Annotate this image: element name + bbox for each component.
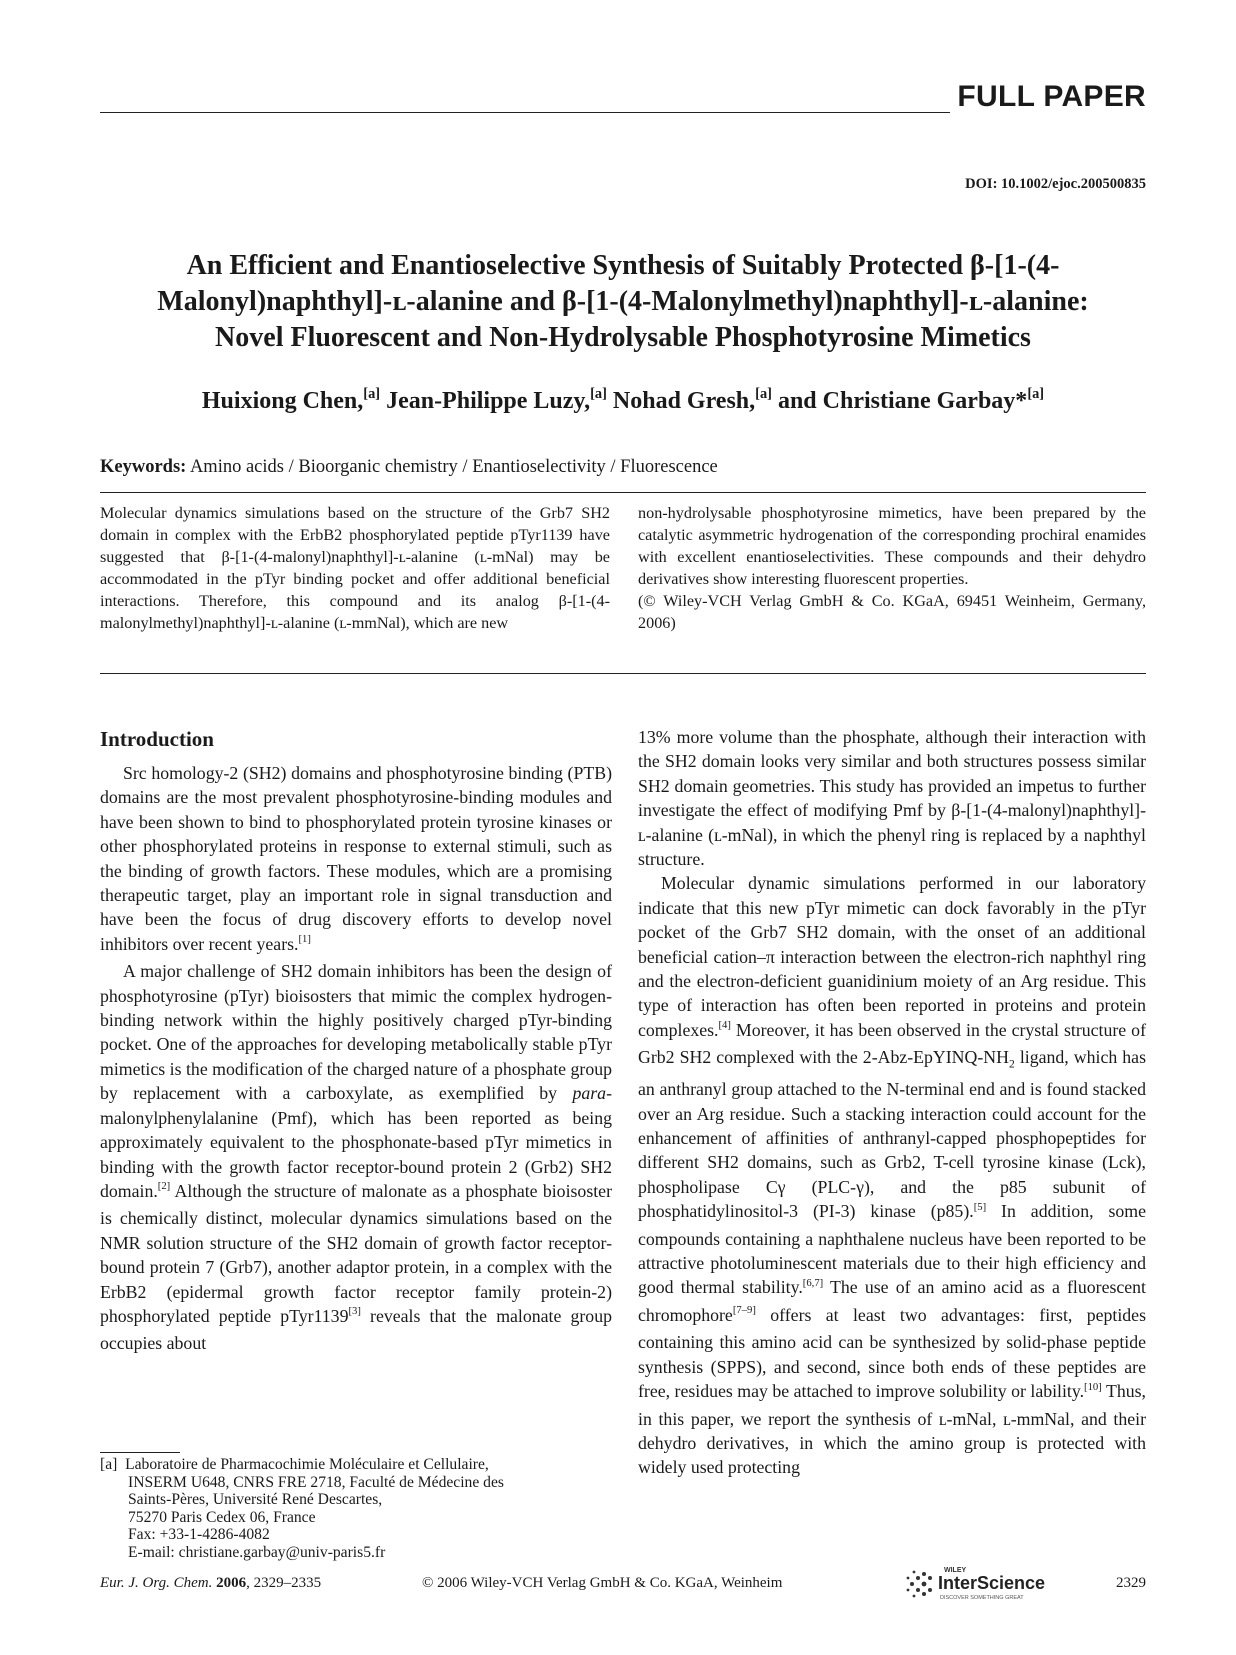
author-4: and Christiane Garbay*: [777, 388, 1028, 414]
doi[interactable]: DOI: 10.1002/ejoc.200500835: [965, 176, 1146, 192]
body-column-right: [638, 725, 1146, 1480]
keywords-label: Keywords:: [100, 457, 187, 477]
section-heading: Introduction: [100, 727, 214, 751]
citation[interactable]: [3]: [348, 1305, 361, 1318]
paragraph: Src homology-2 (SH2) domains and phosphotyrosine binding (PTB) domains are the most prevalent phosphotyrosine-binding modules and have been shown to bind to phosphorylated protein tyrosine kinases or other phosphorylated proteins in response to external stimuli, such as the binding of growth factors. These modules, which are a promising therapeutic target, play an important role in signal transduction and have been the focus of drug discovery efforts to develop novel inhibitors over recent years.[1]: [100, 763, 612, 954]
title-line-2: Malonyl)naphthyl]-ʟ-alanine and β-[1-(4-Malonylmethyl)naphthyl]-ʟ-alanine:: [157, 286, 1089, 317]
section-label: FULL PAPER: [957, 80, 1146, 113]
article-title: [100, 248, 1146, 356]
interscience-logo-graphic: [900, 1562, 1070, 1604]
author-list: [100, 385, 1146, 415]
citation[interactable]: [10]: [1084, 1380, 1102, 1393]
citation[interactable]: [2]: [157, 1180, 171, 1193]
abstract-text: non-hydrolysable phosphotyrosine mimetics, have been prepared by the catalytic asymmetric hydrogenation of the corresponding prochiral enamides with excellent enantioselectivities. These compounds and their dehydro derivatives show interesting fluorescent properties.: [638, 504, 1146, 588]
interscience-logo[interactable]: [900, 1562, 1070, 1604]
paragraph: A major challenge of SH2 domain inhibitors has been the design of phosphotyrosine (pTyr) bioisosters that mimic the complex hydrogen-binding network within the highly positively charged pTyr-binding pocket. One of the approaches for developing metabolically stable pTyr mimetics is the modification of the charged nature of a phosphate group by replacement with a carboxylate, as exemplified by para-malonylphenylalanine (Pmf), which has been reported as being approximately equivalent to the phosphonate-based pTyr mimetics in binding with the growth factor receptor-bound protein 2 (Grb2) SH2 domain.[2] Although the structure of malonate as a phosphate bioisoster is chemically distinct, molecular dynamics simulations based on the NMR solution structure of the SH2 domain of growth factor receptor-bound protein 7 (Grb7), another adaptor protein, in a complex with the ErbB2 (epidermal growth factor receptor family protein-2) phosphorylated peptide pTyr1139[3] reveals that the malonate group occupies about: [100, 961, 612, 1354]
citation[interactable]: [6,7]: [802, 1277, 824, 1290]
author-1: Huixiong Chen,: [201, 388, 364, 414]
keywords-text: Amino acids / Bioorganic chemistry / Enantioselectivity / Fluorescence: [189, 457, 718, 477]
paragraph: 13% more volume than the phosphate, although their interaction with the SH2 domain looks very similar and both structures possess similar SH2 domain geometries. This study has provided an impetus to further investigate the effect of modifying Pmf by β-[1-(4-malonyl)naphthyl]-ʟ-alanine (ʟ-mNal), in which the phenyl ring is replaced by a naphthyl structure.: [638, 727, 1146, 870]
header-rule: [100, 112, 950, 113]
title-line-1: An Efficient and Enantioselective Synthesis of Suitably Protected β-[1-(4-: [186, 250, 1060, 281]
journal-citation: Eur. J. Org. Chem. 2006, 2329–2335: [100, 1575, 322, 1591]
svg-text:DISCOVER SOMETHING GREAT: DISCOVER SOMETHING GREAT: [940, 1595, 1024, 1601]
email-link[interactable]: E-mail: christiane.garbay@univ-paris5.fr: [128, 1543, 386, 1561]
body-column-left: [100, 761, 612, 1356]
abstract-column-1: Molecular dynamics simulations based on the structure of the Grb7 SH2 domain in complex with the ErbB2 phosphorylated peptide pTyr1139 have suggested that β-[1-(4-malonyl)naphthyl]-ʟ-alanine (ʟ-mNal) may be accommodated in the pTyr binding pocket and offer additional beneficial interactions. Therefore, this compound and its analog β-[1-(4-malonylmethyl)naphthyl]-ʟ-alanine (ʟ-mmNal), which are new: [100, 504, 610, 632]
paragraph: Molecular dynamic simulations performed in our laboratory indicate that this new pTyr mimetic can dock favorably in the pTyr pocket of the Grb7 SH2 domain, with the onset of an additional beneficial cation–π interaction between the electron-rich naphthyl ring and the electron-deficient guanidinium moiety of an Arg residue. This type of interaction has often been reported in proteins and protein complexes.[4] Moreover, it has been observed in the crystal structure of Grb2 SH2 complexed with the $2-Abz-EpYINQ-NH_2$ ligand, which has an anthranyl group attached to the N-terminal end and is found stacked over an Arg residue. Such a stacking interaction could account for the enhancement of affinities of anthranyl-capped phosphopeptides for different SH2 domains, such as Grb2, T-cell tyrosine kinase (Lck), phospholipase Cγ (PLC-γ), and the p85 subunit of phosphatidylinositol-3 (PI-3) kinase (p85).[5] In addition, some compounds containing a naphthalene nucleus have been reported to be attractive photoluminescent materials due to their high efficiency and good thermal stability.[6,7] The use of an amino acid as a fluorescent chromophore[7–9] offers at least two advantages: first, peptides containing this amino acid can be synthesized by solid-phase peptide synthesis (SPPS), and second, since both ends of these peptides are free, residues may be attached to improve solubility or lability.[10] Thus, in this paper, we report the synthesis of ʟ-mNal, ʟ-mmNal, and their dehydro derivatives, in which the amino group is protected with widely used protecting: [638, 873, 1146, 1478]
title-line-3: Novel Fluorescent and Non-Hydrolysable Phosphotyrosine Mimetics: [215, 322, 1031, 353]
footnote-rule: [100, 1452, 180, 1453]
affiliation-mark: [a]: [1027, 385, 1045, 402]
svg-text:WILEY: WILEY: [944, 1567, 967, 1574]
footer-copyright: © 2006 Wiley-VCH Verlag GmbH & Co. KGaA, Weinheim: [422, 1575, 783, 1591]
abstract-column-2: [638, 502, 1146, 634]
abstract-bottom-rule: [100, 673, 1146, 674]
affiliation-mark: [a]: [590, 385, 607, 402]
author-3: Nohad Gresh,: [612, 388, 756, 414]
affiliation-footnote: [a] Laboratoire de Pharmacochimie Moléculaire et Cellulaire, INSERM U648, CNRS FRE 2718, Faculté de Médecine des Saints-Pères, Université René Descartes, 75270 Paris Cedex 06, France Fax: +33-1-4286-4082 E-mail: christiane.garbay@univ-paris5.fr: [100, 1456, 612, 1562]
footnote-mark: [a]: [100, 1456, 118, 1473]
author-2: Jean-Philippe Luzy,: [386, 388, 591, 414]
citation[interactable]: [5]: [973, 1200, 987, 1213]
affiliation-mark: [a]: [755, 385, 772, 402]
affiliation-mark: [a]: [363, 385, 381, 402]
citation[interactable]: [4]: [718, 1019, 731, 1032]
abstract-top-rule: [100, 492, 1146, 493]
citation[interactable]: [7–9]: [732, 1304, 756, 1317]
citation[interactable]: [1]: [298, 933, 311, 946]
keywords: [100, 457, 1146, 478]
svg-text:InterScience: InterScience: [938, 1573, 1046, 1593]
abstract-copyright: (© Wiley-VCH Verlag GmbH & Co. KGaA, 69451 Weinheim, Germany, 2006): [638, 592, 1146, 632]
page-number: 2329: [1116, 1575, 1146, 1591]
